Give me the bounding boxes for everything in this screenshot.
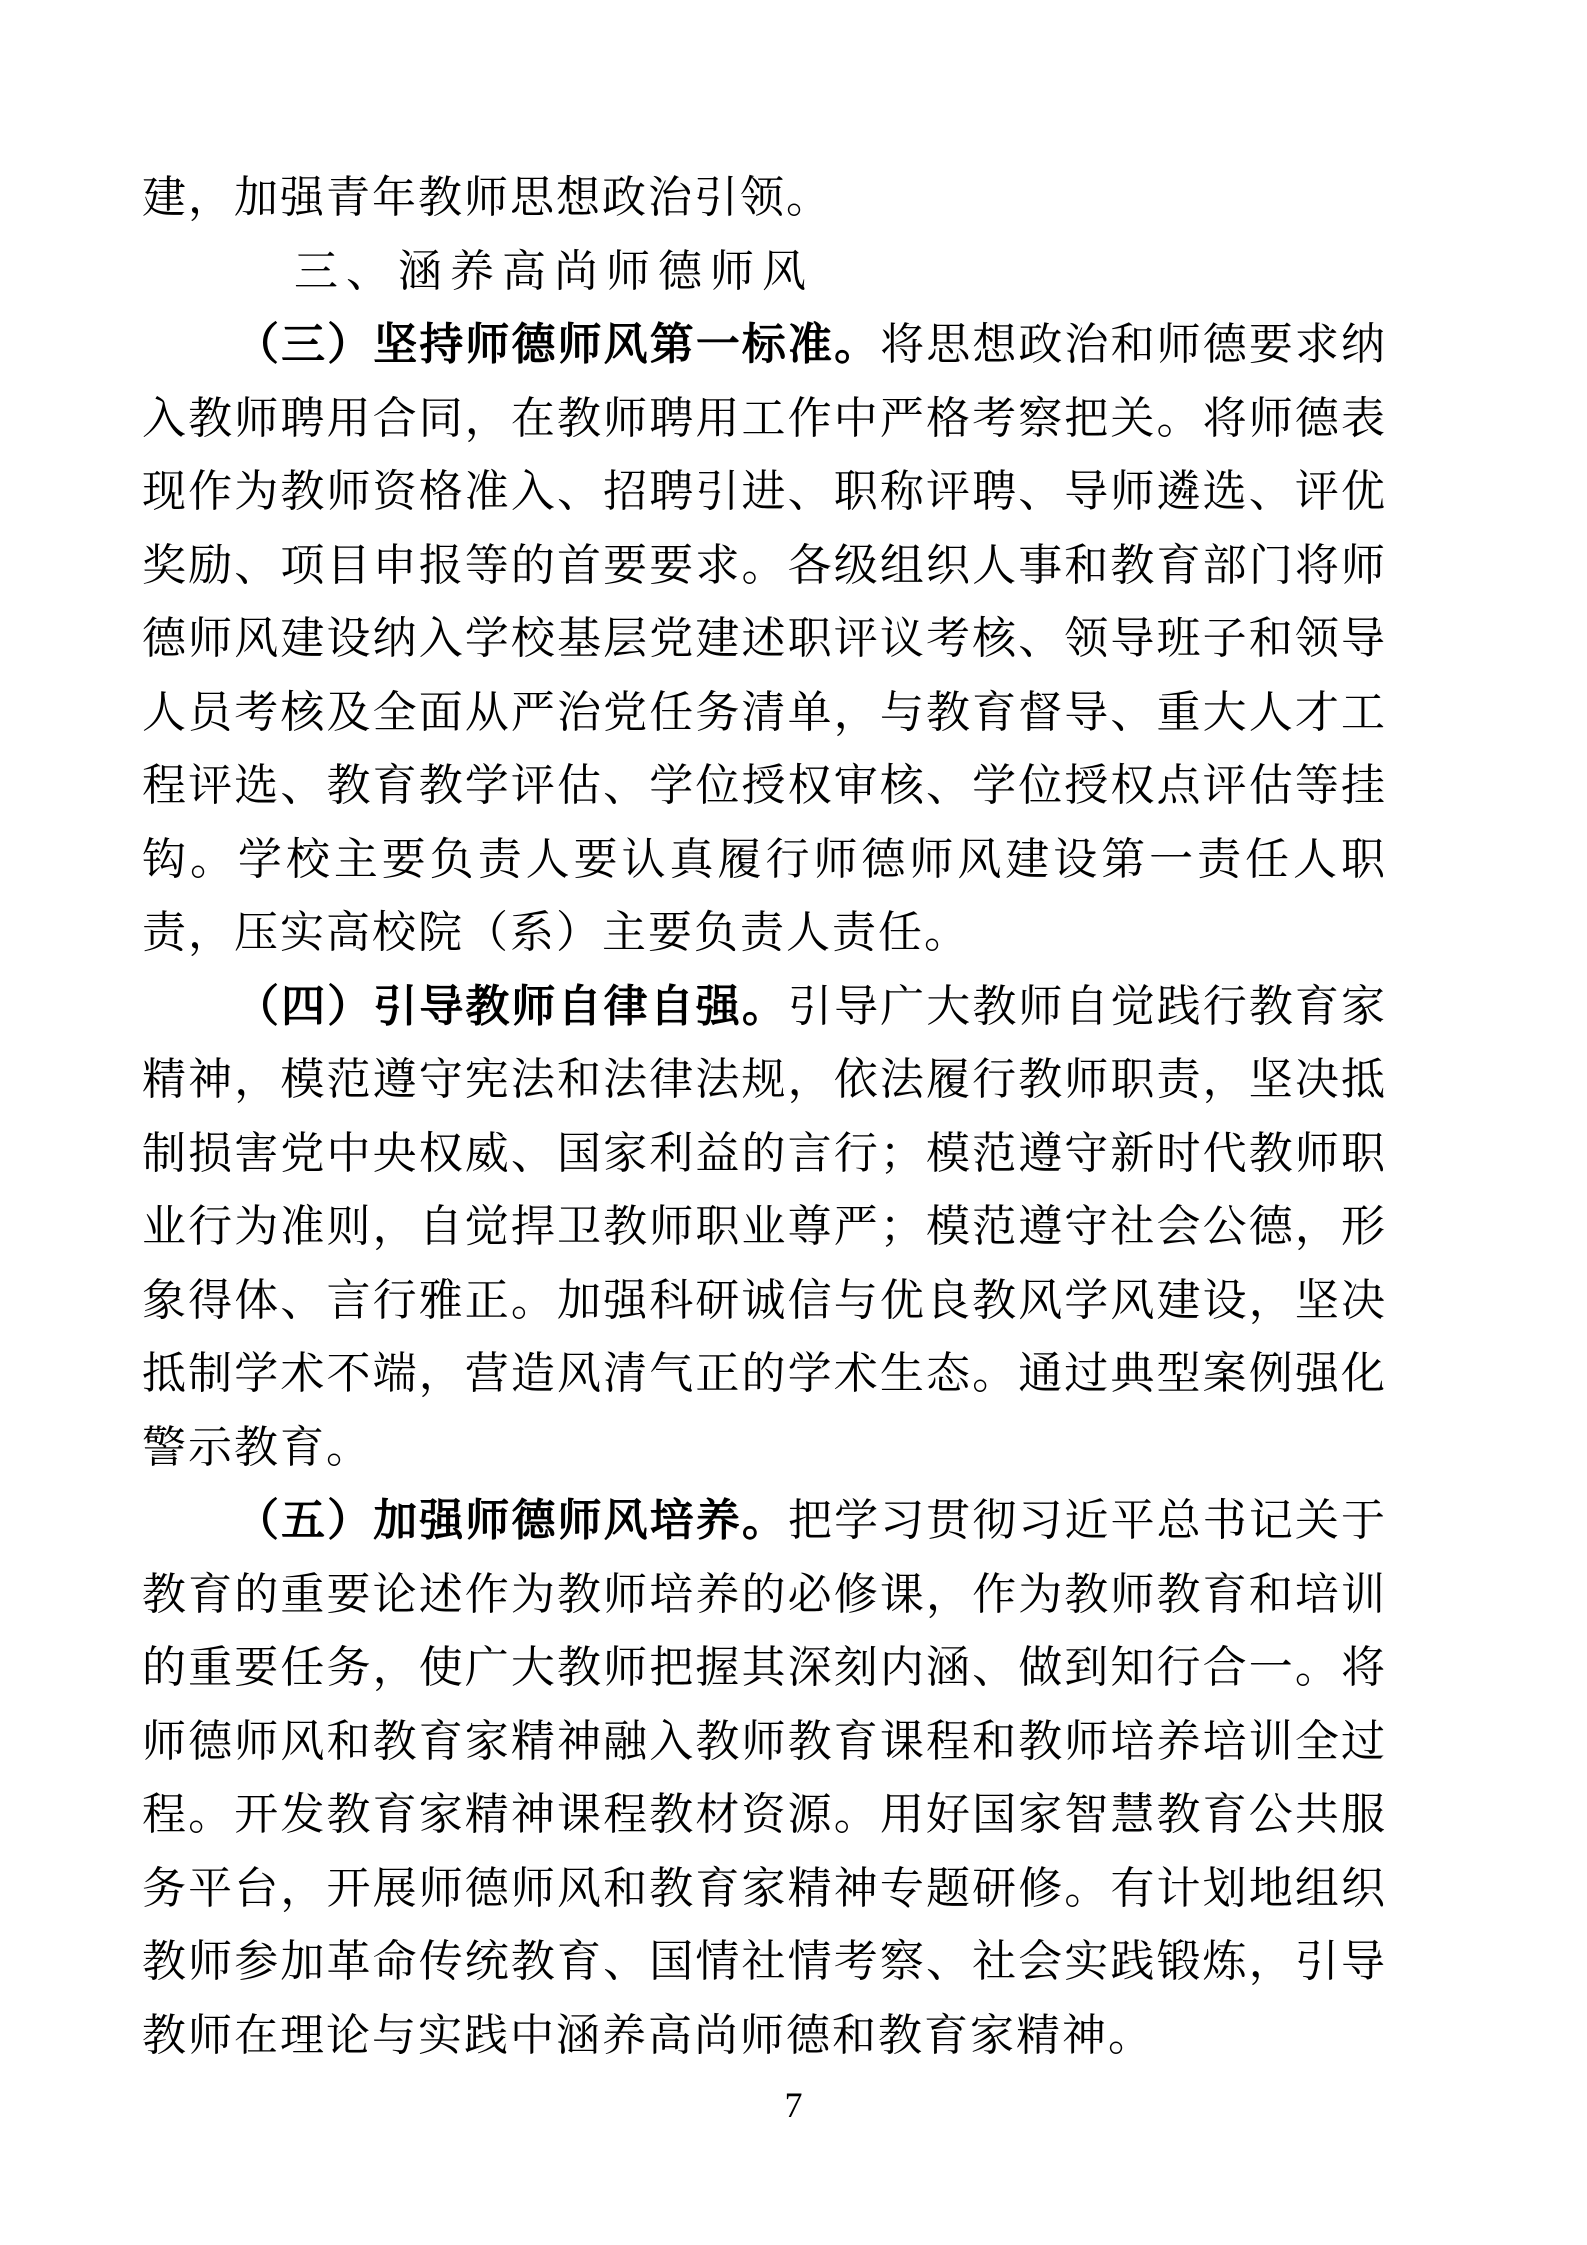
paragraph-item-5 xyxy=(142,1484,1387,2072)
paragraph-item-3 xyxy=(142,308,1387,970)
paragraph-lead: （五）加强师德师风培养。 xyxy=(235,1496,788,1545)
paragraph-body: 把学习贯彻习近平总书记关于教育的重要论述作为教师培养的必修课，作为教师教育和培训的重要任务，使广大教师把握其深刻内涵、做到知行合一。将师德师风和教育家精神融入教师教育课程和教师培养培训全过程。开发教育家精神课程教材资源。用好国家智慧教育公共服务平台，开展师德师风和教育家精神专题研修。有计划地组织教师参加革命传统教育、国情社情考察、社会实践锻炼，引导教师在理论与实践中涵养高尚师德和教育家精神。 xyxy=(142,1496,1387,2060)
document-body xyxy=(142,161,1387,2072)
paragraph-item-4 xyxy=(142,970,1387,1485)
paragraph-continuation: 建，加强青年教师思想政治引领。 xyxy=(142,173,832,222)
paragraph-body: 将思想政治和师德要求纳入教师聘用合同，在教师聘用工作中严格考察把关。将师德表现作为教师资格准入、招聘引进、职称评聘、导师遴选、评优奖励、项目申报等的首要要求。各级组织人事和教育部门将师德师风建设纳入学校基层党建述职评议考核、领导班子和领导人员考核及全面从严治党任务清单，与教育督导、重大人才工程评选、教育教学评估、学位授权审核、学位授权点评估等挂钩。学校主要负责人要认真履行师德师风建设第一责任人职责，压实高校院（系）主要负责人责任。 xyxy=(142,320,1388,957)
section-heading: 三、涵养高尚师德师风 xyxy=(294,246,814,296)
paragraph-body: 引导广大教师自觉践行教育家精神，模范遵守宪法和法律法规，依法履行教师职责，坚决抵制损害党中央权威、国家利益的言行；模范遵守新时代教师职业行为准则，自觉捍卫教师职业尊严；模范遵守社会公德，形象得体、言行雅正。加强科研诚信与优良教风学风建设，坚决抵制学术不端，营造风清气正的学术生态。通过典型案例强化警示教育。 xyxy=(142,981,1387,1472)
paragraph-lead: （三）坚持师德师风第一标准。 xyxy=(235,320,881,369)
page-number: 7 xyxy=(784,2085,803,2125)
paragraph-lead: （四）引导教师自律自强。 xyxy=(235,981,788,1031)
